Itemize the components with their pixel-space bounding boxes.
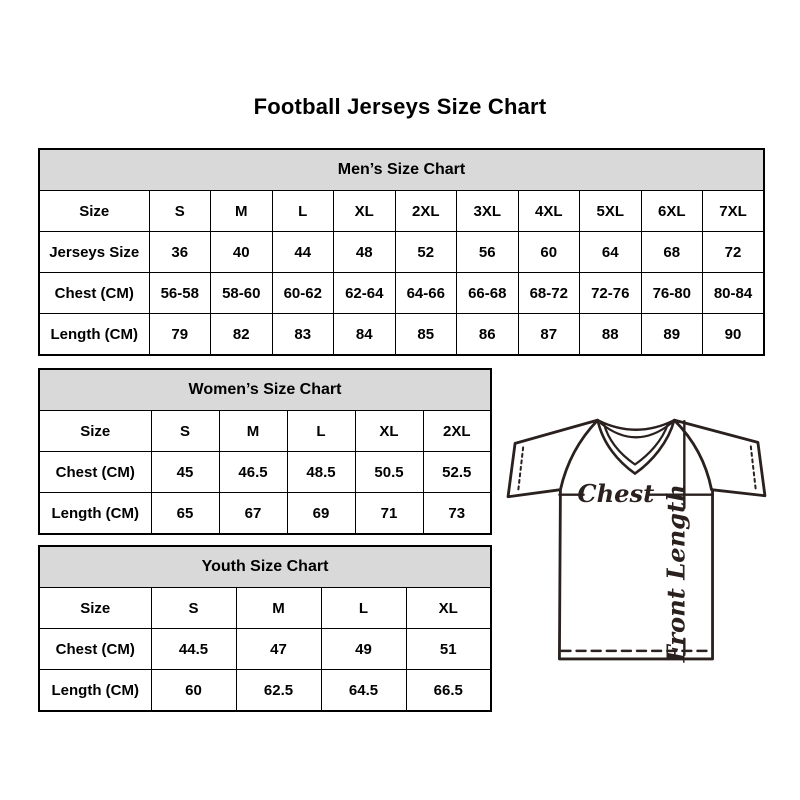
table-row <box>39 493 491 535</box>
row-label-cell: Length (CM) <box>39 314 149 356</box>
table-row <box>39 191 764 232</box>
value-cell: 88 <box>580 314 642 356</box>
value-cell: 76-80 <box>641 273 703 314</box>
value-cell: 86 <box>457 314 519 356</box>
value-cell: 68-72 <box>518 273 580 314</box>
value-cell: 48 <box>334 232 396 273</box>
value-cell: S <box>151 411 219 452</box>
value-cell: 4XL <box>518 191 580 232</box>
value-cell: 89 <box>641 314 703 356</box>
mens-size-table <box>38 148 765 356</box>
value-cell: M <box>236 588 321 629</box>
value-cell: L <box>287 411 355 452</box>
value-cell: 69 <box>287 493 355 535</box>
jersey-outline-drawing <box>503 397 775 669</box>
value-cell: 65 <box>151 493 219 535</box>
value-cell: 60-62 <box>272 273 334 314</box>
value-cell: 62-64 <box>334 273 396 314</box>
value-cell: 60 <box>151 670 236 712</box>
value-cell: 45 <box>151 452 219 493</box>
table-title-row <box>39 546 491 588</box>
value-cell: 56-58 <box>149 273 211 314</box>
value-cell: 72 <box>703 232 765 273</box>
table-row <box>39 411 491 452</box>
value-cell: M <box>219 411 287 452</box>
row-label-cell: Length (CM) <box>39 493 151 535</box>
table-row <box>39 232 764 273</box>
value-cell: 79 <box>149 314 211 356</box>
value-cell: 64 <box>580 232 642 273</box>
left-cuff-dashed-seam <box>518 447 523 491</box>
value-cell: 60 <box>518 232 580 273</box>
youth-table-title: Youth Size Chart <box>39 546 491 588</box>
value-cell: 83 <box>272 314 334 356</box>
youth-size-table <box>38 545 492 712</box>
value-cell: XL <box>406 588 491 629</box>
value-cell: S <box>151 588 236 629</box>
value-cell: 40 <box>211 232 273 273</box>
page-title: Football Jerseys Size Chart <box>253 94 547 119</box>
womens-size-table <box>38 368 492 535</box>
value-cell: 49 <box>321 629 406 670</box>
womens-table-title: Women’s Size Chart <box>39 369 491 411</box>
row-label-cell: Length (CM) <box>39 670 151 712</box>
value-cell: 6XL <box>641 191 703 232</box>
youth-size-table-container <box>38 545 492 712</box>
value-cell: M <box>211 191 273 232</box>
value-cell: L <box>321 588 406 629</box>
jersey-diagram <box>503 397 775 669</box>
value-cell: L <box>272 191 334 232</box>
value-cell: 85 <box>395 314 457 356</box>
row-label-cell: Size <box>39 191 149 232</box>
value-cell: 90 <box>703 314 765 356</box>
right-cuff-dashed-seam <box>751 446 756 490</box>
value-cell: 7XL <box>703 191 765 232</box>
value-cell: 67 <box>219 493 287 535</box>
table-row <box>39 670 491 712</box>
table-title-row <box>39 369 491 411</box>
mens-table-title: Men’s Size Chart <box>39 149 764 191</box>
value-cell: 44 <box>272 232 334 273</box>
chest-label: Chest <box>577 478 655 508</box>
value-cell: 73 <box>423 493 491 535</box>
value-cell: 68 <box>641 232 703 273</box>
value-cell: 52 <box>395 232 457 273</box>
value-cell: 80-84 <box>703 273 765 314</box>
value-cell: 47 <box>236 629 321 670</box>
value-cell: 51 <box>406 629 491 670</box>
value-cell: 2XL <box>423 411 491 452</box>
value-cell: 62.5 <box>236 670 321 712</box>
value-cell: 72-76 <box>580 273 642 314</box>
value-cell: 66-68 <box>457 273 519 314</box>
value-cell: 71 <box>355 493 423 535</box>
value-cell: 52.5 <box>423 452 491 493</box>
table-row <box>39 314 764 356</box>
table-row <box>39 629 491 670</box>
row-label-cell: Size <box>39 411 151 452</box>
value-cell: 64.5 <box>321 670 406 712</box>
value-cell: 50.5 <box>355 452 423 493</box>
value-cell: 46.5 <box>219 452 287 493</box>
value-cell: 3XL <box>457 191 519 232</box>
table-row <box>39 273 764 314</box>
front-length-label: Front Length <box>661 484 691 663</box>
table-row <box>39 452 491 493</box>
value-cell: 56 <box>457 232 519 273</box>
value-cell: 66.5 <box>406 670 491 712</box>
row-label-cell: Chest (CM) <box>39 629 151 670</box>
value-cell: 84 <box>334 314 396 356</box>
value-cell: 87 <box>518 314 580 356</box>
value-cell: 44.5 <box>151 629 236 670</box>
row-label-cell: Jerseys Size <box>39 232 149 273</box>
row-label-cell: Chest (CM) <box>39 273 149 314</box>
value-cell: 36 <box>149 232 211 273</box>
value-cell: XL <box>334 191 396 232</box>
value-cell: XL <box>355 411 423 452</box>
value-cell: S <box>149 191 211 232</box>
value-cell: 5XL <box>580 191 642 232</box>
value-cell: 82 <box>211 314 273 356</box>
row-label-cell: Chest (CM) <box>39 452 151 493</box>
value-cell: 58-60 <box>211 273 273 314</box>
value-cell: 2XL <box>395 191 457 232</box>
row-label-cell: Size <box>39 588 151 629</box>
value-cell: 64-66 <box>395 273 457 314</box>
table-row <box>39 588 491 629</box>
mens-size-table-container <box>38 148 765 356</box>
womens-size-table-container <box>38 368 492 535</box>
table-title-row <box>39 149 764 191</box>
value-cell: 48.5 <box>287 452 355 493</box>
